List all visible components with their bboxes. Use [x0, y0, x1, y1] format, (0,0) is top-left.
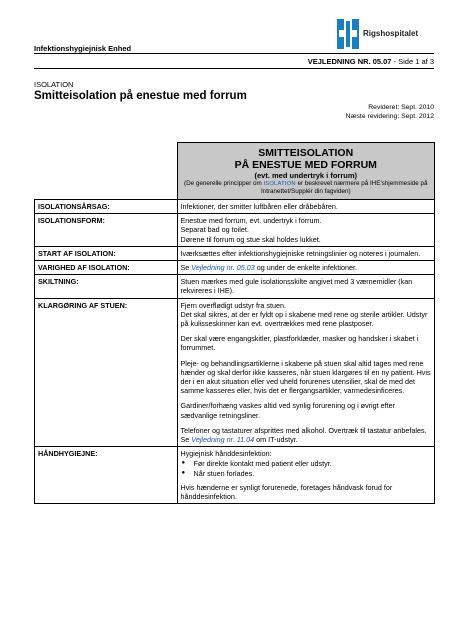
list-item [181, 469, 432, 478]
revision-info [346, 104, 434, 121]
klargoring-p5 [181, 426, 432, 444]
list-item [181, 459, 432, 468]
klargoring-p4: Gardiner/forhæng vaskes altid ved synlig forurening og i øvrigt efter sædvanlige retningsliner. [180, 401, 396, 420]
klargoring-p5-pre: Telefoner og tastaturer afsprittes med alkohol. Overtræk til tastatur anbefales. Se [180, 425, 427, 445]
varighed-pre: Se [180, 263, 192, 273]
guideline-number [308, 57, 434, 66]
handhygiejne-outro: Hvis hænderne er synligt forurenede, foretages håndvask forud for hånddesinfektion. [180, 482, 393, 502]
klargoring-p2: Der skal være engangskitler, plastforklæder, masker og handsker i skabet i forrummet. [180, 334, 419, 353]
row-label-aarsag: ISOLATIONSÅRSAG: [35, 200, 178, 214]
table-row [35, 298, 435, 447]
row-value-form [177, 214, 435, 247]
table-row [35, 246, 435, 260]
department-name: Infektionshygiejnisk Enhed [34, 44, 132, 53]
box-note-pre: (De generelle principper om [184, 180, 264, 187]
row-value-aarsag: Infektioner, der smitter luftbåren eller dråbebåren. [177, 200, 435, 214]
row-label-skiltning: SKILTNING: [35, 275, 178, 298]
guideline-table [34, 142, 435, 504]
bullet-text-2: Når stuen forlades. [193, 468, 255, 478]
table-row [35, 447, 435, 504]
row-label-klargoring: KLARGØRING AF STUEN: [35, 298, 178, 447]
header-rule [34, 53, 434, 54]
guideline-0503-link[interactable]: Vejledning nr. 05.03 [191, 263, 255, 273]
row-label-handhygiejne: HÅNDHYGIEJNE: [35, 447, 178, 504]
handhygiejne-list [181, 459, 432, 477]
klargoring-p1 [181, 301, 432, 329]
klargoring-p3: Pleje- og behandlingsartiklerne i skabene på stuen skal altid tages med rene hænder og skal derfor ikke kasseres, når stuen klargøres til en ny patient. Hvis der i en akut situation eller ved uheld forurenes utensilier, skal de med det samme kasseres eller, hvis det er flergangsartikler, varmedesinficeres. [180, 358, 431, 396]
box-title-2: PÅ ENESTUE MED FORRUM [234, 159, 377, 171]
title-box [177, 143, 435, 200]
page-title: Smitteisolation på enestue med forrum [34, 90, 247, 102]
table-row [35, 200, 435, 214]
row-value-handhygiejne [177, 447, 435, 504]
table-row [35, 261, 435, 275]
guideline-1104-link[interactable]: Vejledning nr. 11.04 [191, 435, 255, 445]
row-value-start: Iværksættes efter infektionshygiejniske retningslinier og noteres i journalen. [177, 246, 435, 260]
box-note-post: er beskrevet nærmere på IHE'shjemmeside på Intranettet/Supplér din fagviden) [260, 180, 428, 195]
klargoring-p1-line1: Fjern overflødigt udstyr fra stuen. [180, 300, 286, 310]
isolation-link[interactable]: ISOLATION [263, 181, 296, 187]
table-row [35, 275, 435, 298]
box-note [182, 180, 431, 196]
row-value-varighed [177, 261, 435, 275]
varighed-post: og under de enkelte infektioner. [254, 263, 357, 273]
row-label-start: START AF ISOLATION: [35, 246, 178, 260]
box-title-1: SMITTEISOLATION [258, 147, 354, 159]
logo-text: Rigshospitalet [363, 29, 419, 38]
guideline-label: VEJLEDNING NR. 05.07 [307, 57, 392, 66]
section-kicker: ISOLATION [34, 80, 74, 89]
revised-date: Revideret: Sept. 2010 [368, 104, 434, 111]
box-subtitle: (evt. med undertryk i forrum) [254, 171, 358, 180]
page-label: - Side 1 af 3 [391, 57, 434, 66]
klargoring-p1-line2: Det skal sikres, at der er fyldt op i skabene med rene og sterile artikler. Udstyr på kulisseskinner kan evt. overtrækkes med rene plastposer. [180, 309, 428, 329]
row-label-form: ISOLATIONSFORM: [35, 214, 178, 247]
form-line-1: Enestue med forrum, evt. undertryk i forrum. [180, 216, 322, 226]
table-row [35, 214, 435, 247]
klargoring-p5-post: om IT-udstyr. [254, 435, 298, 445]
table-header-row [35, 143, 435, 200]
form-line-3: Dørene til forrum og stue skal holdes lukket. [180, 234, 321, 244]
row-value-klargoring [177, 298, 435, 447]
row-value-skiltning: Stuen mærkes med gule isolationsskilte angivet med 3 værnemidler (kan rekvireres i IHE). [177, 275, 435, 298]
handhygiejne-intro: Hygiejnisk hånddesinfektion: [180, 449, 272, 459]
header-blank [35, 143, 178, 200]
rigshospitalet-logo-icon [337, 19, 427, 53]
header-rule-2 [34, 68, 434, 69]
next-revision-date: Næste revidering: Sept. 2012 [345, 112, 434, 120]
bullet-text-1: Før direkte kontakt med patient eller udstyr. [193, 459, 332, 469]
form-line-2: Separat bad og toilet. [180, 225, 249, 235]
row-label-varighed: VARIGHED AF ISOLATION: [35, 261, 178, 275]
